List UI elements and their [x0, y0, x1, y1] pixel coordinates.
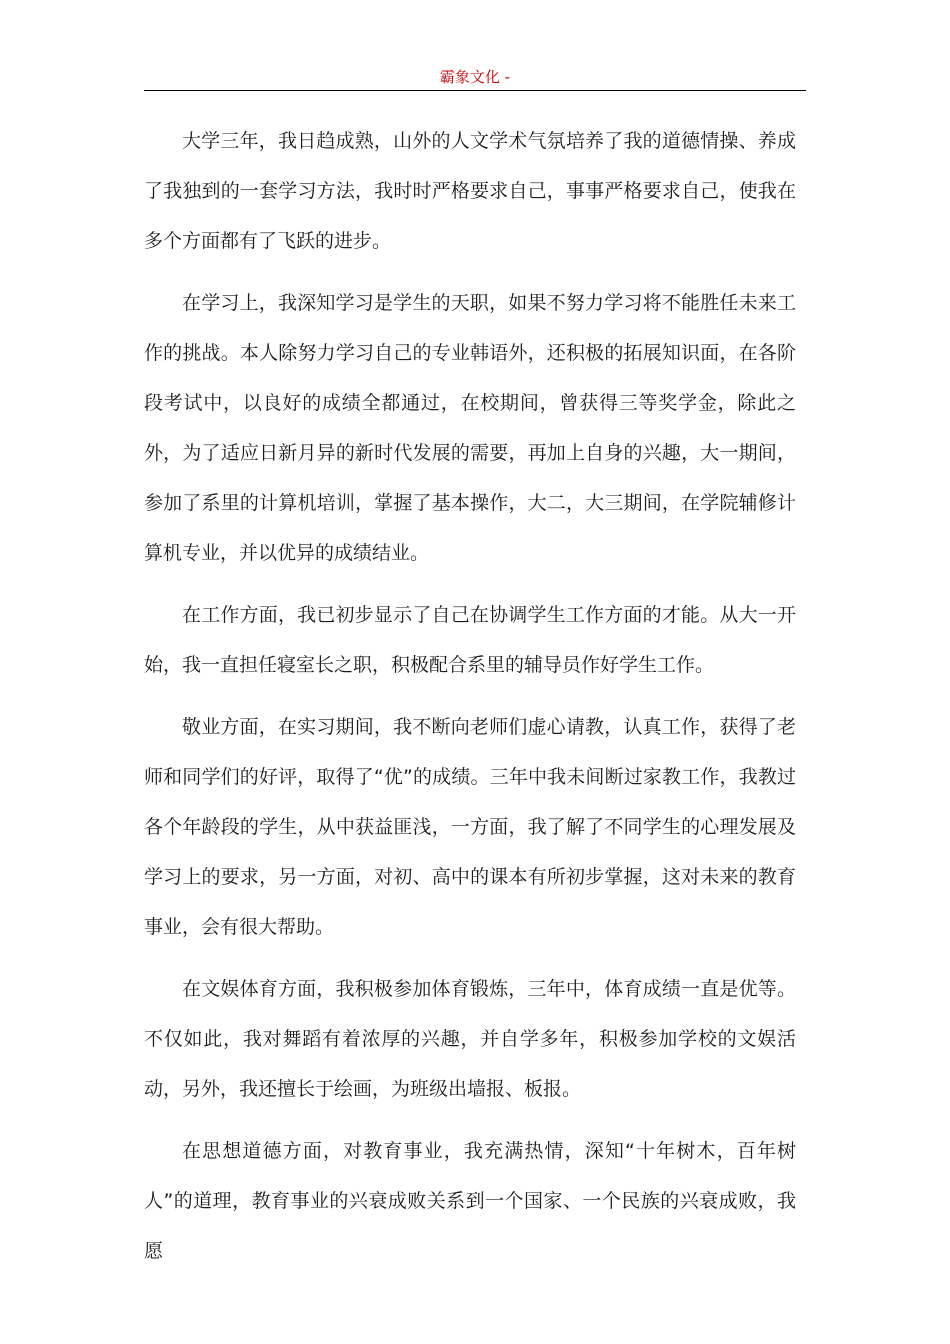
paragraph-sports-arts: 在文娱体育方面，我积极参加体育锻炼，三年中，体育成绩一直是优等。不仅如此，我对舞蹈有着浓厚的兴趣，并自学多年，积极参加学校的文娱活动，另外，我还擅长于绘画，为班级出墙报、板报。	[144, 978, 796, 1100]
paragraph-work: 在工作方面，我已初步显示了自己在协调学生工作方面的才能。从大一开始，我一直担任寝室长之职，积极配合系里的辅导员作好学生工作。	[144, 604, 796, 676]
paragraph-intro: 大学三年，我日趋成熟，山外的人文学术气氛培养了我的道德情操、养成了我独到的一套学习方法，我时时严格要求自己，事事严格要求自己，使我在多个方面都有了飞跃的进步。	[144, 130, 796, 252]
header-divider	[144, 90, 806, 91]
document-body	[144, 116, 796, 1288]
paragraph-study: 在学习上，我深知学习是学生的天职，如果不努力学习将不能胜任未来工作的挑战。本人除努力学习自己的专业韩语外，还积极的拓展知识面，在各阶段考试中，以良好的成绩全都通过，在校期间，曾获得三等奖学金，除此之外，为了适应日新月异的新时代发展的需要，再加上自身的兴趣，大一期间，参加了系里的计算机培训，掌握了基本操作，大二，大三期间，在学院辅修计算机专业，并以优异的成绩结业。	[144, 292, 796, 564]
paragraph-moral: 在思想道德方面，对教育事业，我充满热情，深知“十年树木，百年树人”的道理，教育事业的兴衰成败关系到一个国家、一个民族的兴衰成败，我愿	[144, 1140, 796, 1262]
paragraph-dedication: 敬业方面，在实习期间，我不断向老师们虚心请教，认真工作，获得了老师和同学们的好评，取得了“优”的成绩。三年中我未间断过家教工作，我教过各个年龄段的学生，从中获益匪浅，一方面，我了解了不同学生的心理发展及学习上的要求，另一方面，对初、高中的课本有所初步掌握，这对未来的教育事业，会有很大帮助。	[144, 716, 796, 938]
page-header: 霸象文化 -	[439, 68, 511, 86]
